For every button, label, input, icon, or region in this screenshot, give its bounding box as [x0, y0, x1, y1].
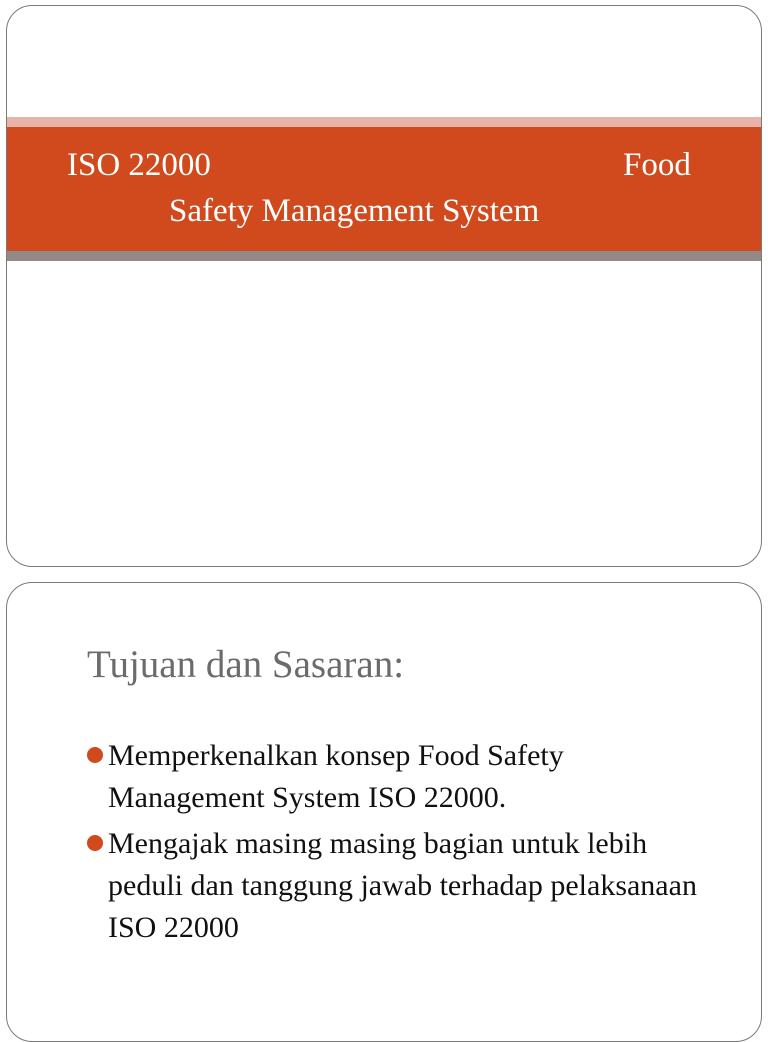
slide-title-part-c: Safety Management System: [169, 193, 540, 229]
title-band: [7, 127, 761, 251]
title-band-top-stripe: [7, 117, 761, 127]
slide-2: [6, 582, 762, 1042]
bullet-dot-icon: [87, 747, 103, 763]
bullet-list: [87, 735, 727, 953]
slide-1: [6, 5, 762, 567]
slide-title-part-b: Food: [623, 147, 691, 183]
bullet-text: Mengajak masing masing bagian untuk lebih peduli dan tanggung jawab terhadap pelaksanaan ISO 22000: [108, 827, 697, 944]
bullet-dot-icon: [87, 835, 103, 851]
slide-title-part-a: ISO 22000: [67, 147, 211, 183]
bullet-item: [87, 735, 727, 819]
bullet-item: [87, 823, 727, 949]
bullet-text: Memperkenalkan konsep Food Safety Management System ISO 22000.: [108, 739, 564, 814]
title-band-bottom-stripe: [7, 251, 761, 261]
slide-heading: Tujuan dan Sasaran:: [87, 643, 405, 686]
